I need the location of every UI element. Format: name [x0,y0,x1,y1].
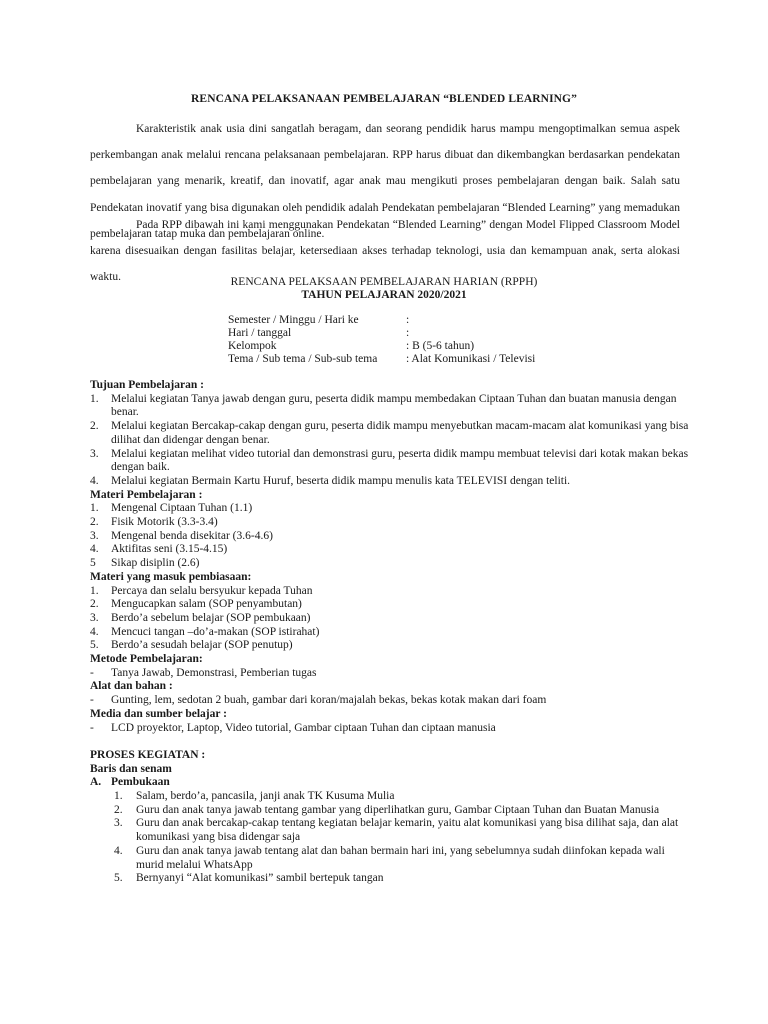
list-text: Melalui kegiatan Bermain Kartu Huruf, beserta didik mampu menulis kata TELEVISI dengan teliti. [111,474,571,487]
list-number: 2. [114,803,123,816]
list-text: Melalui kegiatan Bercakap-cakap dengan guru, peserta didik mampu menyebutkan macam-macam alat komunikasi yang bisa dilihat dan didengar dengan benar. [111,420,689,446]
list-bullet: - [90,666,94,679]
proses-heading: PROSES KEGIATAN : [90,748,206,761]
list-number: 2. [90,598,99,611]
list-text: Aktifitas seni (3.15-4.15) [111,543,228,556]
list-number: 4. [90,625,99,638]
list-item [90,790,690,804]
section-title: Pembukaan [111,776,170,789]
list-item [90,543,690,557]
list-text: LCD proyektor, Laptop, Video tutorial, Gambar ciptaan Tuhan dan ciptaan manusia [111,721,496,734]
list-text: Bernyanyi “Alat komunikasi” sambil bertepuk tangan [136,872,384,885]
list-item [90,516,690,530]
list-text: Percaya dan selalu bersyukur kepada Tuhan [111,584,313,597]
list-item [90,694,690,708]
list-number: 1. [114,790,123,803]
list-text: Tanya Jawab, Demonstrasi, Pemberian tugas [111,666,317,679]
list-text: Mencuci tangan –do’a-makan (SOP istirahat) [111,625,320,638]
list-item [90,626,690,640]
rpph-content [90,379,690,886]
list-item [90,817,690,844]
list-item [90,475,690,489]
list-number: 5. [90,639,99,652]
media-heading: Media dan sumber belajar : [90,707,227,720]
info-label: Kelompok [228,340,277,352]
list-item [90,667,690,681]
list-text: Berdo’a sebelum belajar (SOP pembukaan) [111,611,311,624]
list-number: 4. [114,844,123,857]
list-item [90,420,690,447]
list-number: 1. [90,584,99,597]
list-number: 5. [114,872,123,885]
list-text: Mengenal benda disekitar (3.6-4.6) [111,529,273,542]
list-text: Melalui kegiatan Tanya jawab dengan guru, peserta didik mampu membedakan Ciptaan Tuhan dan buatan manusia dengan benar. [111,392,677,419]
list-number: 4. [90,543,99,556]
list-number: 3. [90,447,99,460]
list-text: Guru dan anak bercakap-cakap tentang kegiatan belajar kemarin, yaitu alat komunikasi yang bisa dilihat saja, dan alat komunikasi yang bisa didengar saja [136,817,679,844]
list-item [90,845,690,872]
info-label: Hari / tanggal [228,327,292,339]
list-text: Salam, berdo’a, pancasila, janji anak TK Kusuma Mulia [136,790,395,803]
list-number: 1. [90,392,99,405]
section-label: A. [90,776,102,789]
intro-paragraph-1-text: Karakteristik anak usia dini sangatlah beragam, dan seorang pendidik harus mampu mengoptimalkan semua aspek perkembangan anak melalui rencana pelaksanaan pembelajaran. RPP harus dibuat dan dikembangkan berdasarkan pendekatan pembelajaran yang menarik, kreatif, dan inovatif, agar anak mau mengikuti proses pembelajaran dengan baik. Salah satu Pendekatan inovatif yang bisa digunakan oleh pendidik adalah Pendekatan pembelajaran “Blended Learning” yang memadukan pembelajaran tatap muka dan pembelajaran online. [90,123,680,240]
rpph-info-table [228,314,535,366]
list-number: 3. [90,611,99,624]
list-item [90,585,690,599]
tujuan-heading: Tujuan Pembelajaran : [90,379,204,391]
info-row [228,314,535,327]
info-value: : B (5-6 tahun) [406,340,475,352]
list-item [90,598,690,612]
list-bullet: - [90,694,94,707]
info-value: : Alat Komunikasi / Televisi [406,353,536,365]
list-item [90,448,690,475]
intro-paragraph-2-text: Pada RPP dibawah ini kami menggunakan Pendekatan “Blended Learning” dengan Model Flipped Classroom Model karena disesuaikan dengan fasilitas belajar, ketersediaan akses terhadap teknologi, usia dan kemampuan anak, serta alokasi waktu. [90,219,680,284]
pembiasaan-heading: Materi yang masuk pembiasaan: [90,570,252,583]
rpph-title: RENCANA PELAKSAAN PEMBELAJARAN HARIAN (RPPH) [230,276,538,288]
list-text: Mengenal Ciptaan Tuhan (1.1) [111,502,253,515]
list-number: 3. [90,529,99,542]
list-number: 5 [90,557,96,570]
list-number: 4. [90,474,99,487]
list-text: Guru dan anak tanya jawab tentang alat dan bahan bermain hari ini, yang sebelumnya sudah diinfokan kepada wali murid melalui WhatsApp [136,844,665,871]
info-row [228,327,535,340]
list-number: 1. [90,502,99,515]
list-text: Mengucapkan salam (SOP penyambutan) [111,598,302,611]
list-text: Fisik Motorik (3.3-3.4) [111,516,218,529]
list-number: 2. [90,516,99,529]
list-item [90,612,690,626]
list-item [90,722,690,736]
list-item [90,639,690,653]
list-text: Gunting, lem, sedotan 2 buah, gambar dari koran/majalah bekas, bekas kotak makan dari foam [111,694,547,707]
list-number: 3. [114,817,123,830]
list-number: 2. [90,420,99,433]
list-item [90,502,690,516]
list-item [90,557,690,571]
list-text: Sikap disiplin (2.6) [111,557,200,570]
document-title: RENCANA PELAKSANAAN PEMBELAJARAN “BLENDED LEARNING” [191,93,577,105]
list-text: Guru dan anak tanya jawab tentang gambar yang diperlihatkan guru, Gambar Ciptaan Tuhan dan Buatan Manusia [136,803,660,816]
rpph-year: TAHUN PELAJARAN 2020/2021 [301,289,467,301]
info-label: Semester / Minggu / Hari ke [228,314,359,326]
info-value: : [406,314,410,326]
info-row [228,353,535,366]
metode-heading: Metode Pembelajaran: [90,653,203,666]
materi-heading: Materi Pembelajaran : [90,488,203,501]
alat-heading: Alat dan bahan : [90,680,173,693]
section-a-heading [90,776,690,790]
list-item [90,530,690,544]
info-value: : [406,327,410,339]
list-bullet: - [90,721,94,734]
spacer [90,735,690,749]
list-item [90,393,690,420]
info-row [228,340,535,353]
list-text: Berdo’a sesudah belajar (SOP penutup) [111,639,293,652]
list-item [90,804,690,818]
baris-heading: Baris dan senam [90,762,172,775]
info-label: Tema / Sub tema / Sub-sub tema [228,353,378,365]
list-text: Melalui kegiatan melihat video tutorial dan demonstrasi guru, peserta didik mampu membuat televisi dari kotak makan bekas dengan baik. [111,447,689,474]
list-item [90,872,690,886]
